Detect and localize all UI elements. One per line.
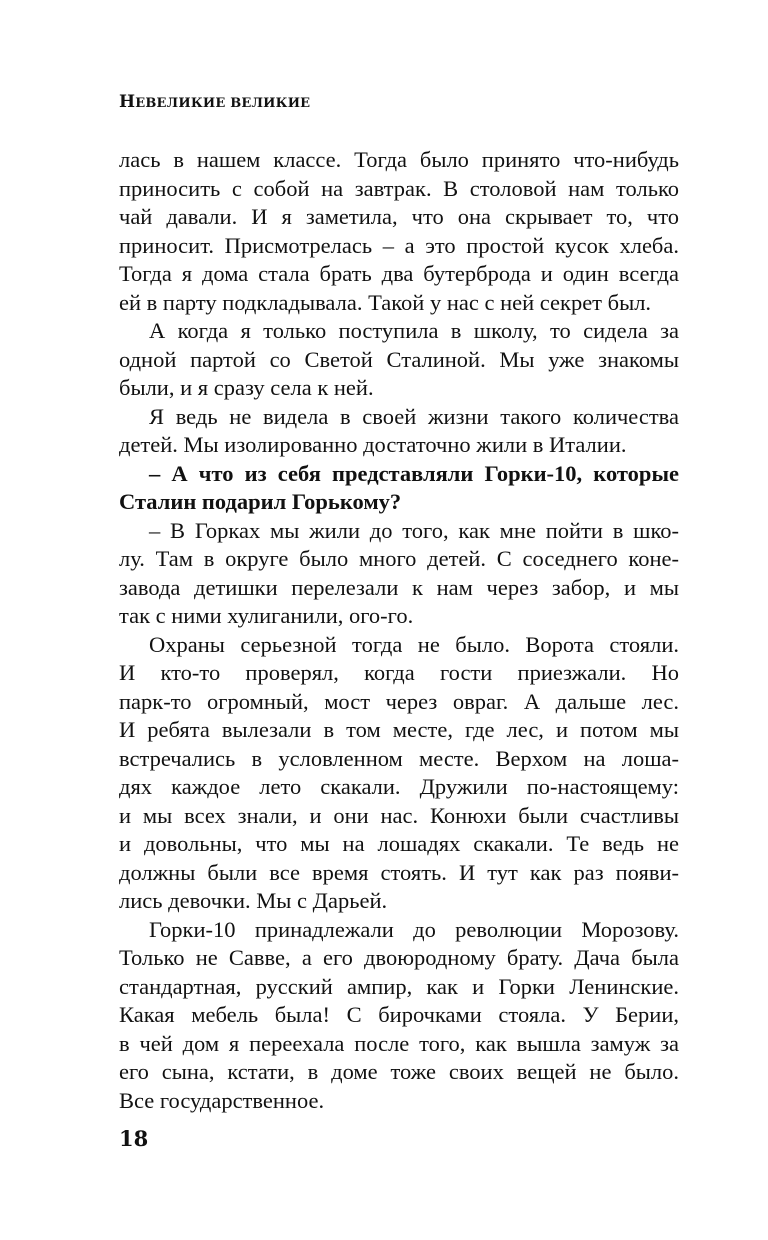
text-line: И кто-то проверял, когда гости приезжали. Но	[119, 660, 679, 685]
text-line: были, и я сразу села к ней.	[119, 375, 374, 400]
text-line: приносит. Присмотрелась – а это простой кусок хлеба.	[119, 232, 679, 258]
text-line: Только не Савве, а его двоюродному брату. Дача была	[119, 945, 679, 970]
text-line: Тогда я дома стала брать два бутерброда и один всегда	[119, 261, 679, 286]
text-line: приносить с собой на завтрак. В столовой нам только	[119, 175, 679, 201]
text-line: и мы всех знали, и они нас. Конюхи были счастливы	[119, 802, 679, 828]
running-title: НЕВЕЛИКИЕ ВЕЛИКИЕ	[119, 92, 311, 112]
text-line: детей. Мы изолированно достаточно жили в Италии.	[119, 432, 627, 457]
text-line: лись девочки. Мы с Дарьей.	[119, 888, 388, 913]
text-line: должны были все время стоять. И тут как раз появи-	[119, 859, 679, 885]
text-line: Горки-10 принадлежали до революции Морозову.	[149, 916, 679, 942]
question-line: Сталин подарил Горькому?	[119, 489, 402, 514]
text-line: одной партой со Светой Сталиной. Мы уже знакомы	[119, 346, 679, 372]
text-line: парк-то огромный, мост через овраг. А дальше лес.	[119, 688, 679, 714]
body-text	[119, 146, 679, 1115]
text-line: Все государственное.	[119, 1087, 325, 1113]
text-line: чай давали. И я заметила, что она скрывает то, что	[119, 204, 679, 229]
text-line: лу. Там в округе было много детей. С соседнего коне-	[119, 546, 679, 571]
text-line: завода детишки перелезали к нам через забор, и мы	[119, 574, 679, 600]
text-line: его сына, кстати, в доме тоже своих вещей не было.	[119, 1059, 679, 1084]
text-line: ей в парту подкладывала. Такой у нас с ней секрет был.	[119, 289, 652, 315]
text-line: встречались в условленном месте. Верхом на лоша-	[119, 745, 679, 771]
text-line: А когда я только поступила в школу, то сидела за	[149, 318, 679, 343]
text-line: И ребята вылезали в том месте, где лес, и потом мы	[119, 717, 679, 742]
text-line: дях каждое лето скакали. Дружили по-настоящему:	[119, 774, 679, 799]
text-line: в чей дом я переехала после того, как вышла замуж за	[119, 1030, 679, 1056]
text-line: стандартная, русский ампир, как и Горки Ленинские.	[119, 973, 679, 999]
page-number: 18	[119, 1126, 149, 1151]
text-line: Я ведь не видела в своей жизни такого количества	[149, 403, 679, 429]
text-line: Охраны серьезной тогда не было. Ворота стояли.	[149, 631, 679, 657]
question-line: – А что из себя представляли Горки-10, которые	[149, 460, 679, 486]
text-line: Какая мебель была! С бирочками стояла. У Берии,	[119, 1002, 679, 1027]
text-line: – В Горках мы жили до того, как мне пойти в шко-	[149, 517, 679, 543]
text-line: лась в нашем классе. Тогда было принято что-нибудь	[119, 147, 679, 172]
text-line: так с ними хулиганили, ого-го.	[119, 603, 414, 628]
text-line: и довольны, что мы на лошадях скакали. Те ведь не	[119, 831, 679, 856]
